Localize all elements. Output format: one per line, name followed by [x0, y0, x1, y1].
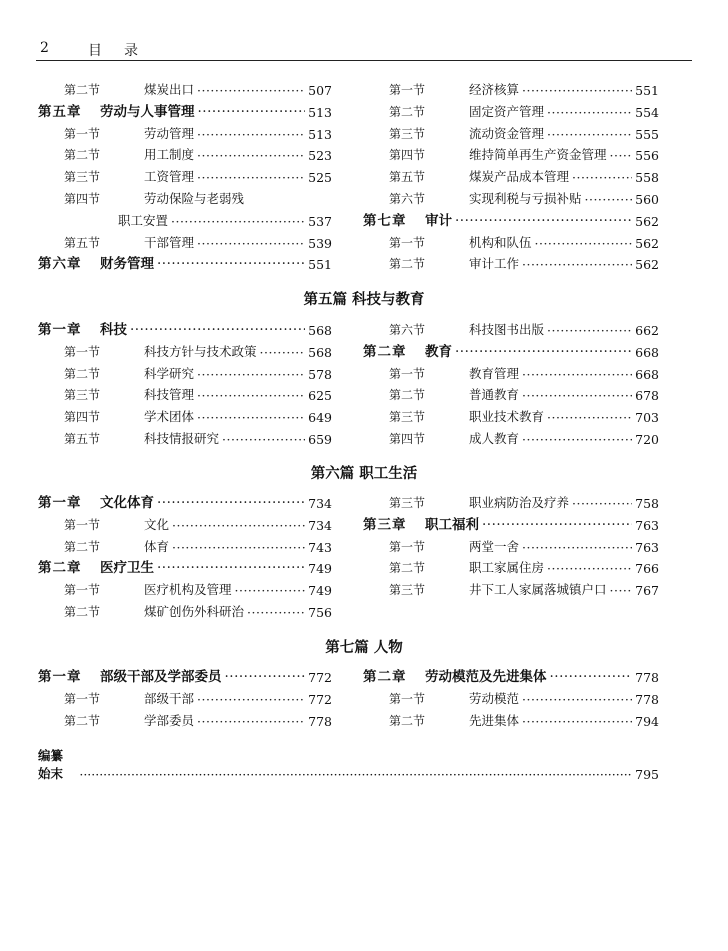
toc-entry-title: 医疗机构及管理	[144, 582, 232, 598]
toc-entry-title: 部级干部及学部委员	[100, 669, 222, 685]
toc-entry-title: 编纂始末	[38, 748, 64, 781]
toc-entry-title: 文化体育	[100, 495, 154, 511]
toc-section-entry[interactable]	[38, 405, 332, 425]
leader-dots	[172, 518, 305, 533]
toc-section-entry[interactable]	[363, 143, 659, 163]
leader-dots	[225, 669, 306, 685]
toc-entry-page: 767	[635, 583, 659, 599]
toc-section-entry[interactable]	[363, 405, 659, 425]
toc-entry-title: 教育	[425, 343, 452, 360]
toc-section-entry[interactable]	[38, 78, 332, 98]
toc-section-entry[interactable]	[38, 578, 332, 598]
toc-chapter-entry[interactable]	[363, 209, 659, 229]
toc-entry-title: 财务管理	[100, 256, 154, 273]
toc-entry-label: 第一节	[389, 235, 426, 250]
toc-section-entry[interactable]	[38, 165, 332, 185]
toc-entry-title: 职工安置	[118, 212, 169, 228]
toc-entry-page: 562	[635, 213, 659, 229]
toc-entry-page: 778	[635, 670, 659, 685]
toc-entry-title: 学部委员	[144, 712, 195, 728]
toc-entry-title: 科技	[100, 322, 127, 338]
toc-entry-page: 703	[635, 410, 659, 426]
toc-section-entry[interactable]	[363, 78, 659, 98]
toc-entry-label: 第二节	[64, 539, 101, 554]
toc-entry-label: 第一节	[64, 583, 101, 598]
leader-dots	[197, 236, 305, 251]
toc-section-entry[interactable]	[363, 709, 659, 729]
leader-dots	[572, 170, 632, 185]
leader-dots	[157, 495, 305, 511]
toc-entry-page: 554	[635, 104, 659, 120]
toc-entry-label: 第二章	[363, 669, 407, 685]
toc-entry-page: 556	[635, 148, 659, 164]
leader-dots	[197, 714, 305, 729]
toc-entry-page: 525	[308, 170, 332, 186]
toc-chapter-entry[interactable]	[363, 340, 659, 360]
leader-dots	[455, 213, 632, 229]
toc-entry-label: 第三节	[64, 388, 101, 403]
toc-entry-page: 507	[308, 83, 332, 98]
toc-entry-label: 第二节	[64, 605, 101, 619]
toc-entry-label: 第四节	[64, 410, 101, 425]
leader-dots	[157, 256, 305, 272]
toc-entry-label: 第二节	[64, 148, 101, 163]
toc-entry-title: 文化	[144, 516, 170, 532]
toc-entry-page: 772	[308, 670, 332, 685]
toc-entry-page: 659	[308, 432, 332, 447]
toc-entry-title: 流动资金管理	[469, 125, 545, 141]
toc-entry-label: 第一节	[64, 126, 101, 141]
toc-entry-label: 第二节	[389, 257, 426, 272]
toc-section-entry[interactable]	[38, 427, 332, 447]
toc-section-entry[interactable]	[38, 340, 332, 360]
leader-dots	[197, 148, 305, 163]
toc-entry-label: 第二章	[363, 343, 407, 360]
leader-dots	[197, 367, 305, 382]
toc-entry-page: 778	[635, 691, 659, 707]
toc-entry-title: 劳动管理	[144, 125, 195, 141]
leader-dots	[522, 714, 632, 729]
toc-entry-final[interactable]	[38, 748, 659, 782]
toc-chapter-entry[interactable]	[38, 318, 332, 338]
toc-entry-label: 第四节	[389, 432, 426, 446]
toc-entry-title: 煤炭产品成本管理	[469, 169, 570, 185]
toc-entry-page: 758	[635, 496, 659, 511]
leader-dots	[197, 83, 305, 98]
toc-entry-page: 537	[308, 213, 332, 229]
leader-dots	[197, 127, 305, 142]
toc-entry-page: 720	[635, 432, 659, 447]
leader-dots	[535, 236, 633, 251]
toc-chapter-entry[interactable]	[363, 513, 659, 533]
toc-entry-label: 第三章	[363, 516, 407, 533]
toc-entry-title: 煤炭出口	[144, 82, 195, 97]
toc-section-entry[interactable]	[38, 535, 332, 555]
leader-dots	[547, 561, 632, 576]
page-title: 目录	[88, 43, 160, 59]
toc-entry-label: 第一章	[38, 669, 82, 685]
toc-chapter-entry[interactable]	[363, 665, 659, 685]
leader-dots	[547, 323, 632, 338]
toc-entry-title: 固定资产管理	[469, 103, 545, 119]
leader-dots	[235, 583, 306, 598]
leader-dots	[522, 432, 632, 447]
toc-entry-page: 766	[635, 561, 659, 577]
page-header	[36, 40, 692, 60]
toc-entry-label: 第一节	[64, 517, 101, 532]
part7-heading: 第七篇 人物	[325, 639, 403, 656]
toc-entry-title: 煤矿创伤外科研治	[144, 604, 245, 619]
leader-dots	[198, 104, 306, 120]
toc-chapter-entry[interactable]	[38, 665, 332, 685]
toc-entry-label: 第一章	[38, 495, 82, 511]
toc-entry-page: 568	[308, 344, 332, 360]
toc-entry-label: 第三节	[389, 126, 426, 141]
leader-dots	[522, 388, 632, 403]
leader-dots	[522, 540, 632, 555]
toc-entry-label: 第二节	[389, 104, 426, 119]
leader-dots	[157, 560, 305, 576]
toc-entry-label: 第二节	[389, 388, 426, 403]
toc-entry-title: 劳动模范及先进集体	[425, 669, 547, 685]
toc-entry-page: 778	[308, 713, 332, 729]
toc-entry-title: 职业技术教育	[469, 409, 545, 425]
toc-entry-title: 学术团体	[144, 409, 195, 425]
toc-entry-label: 第一节	[389, 366, 426, 381]
leader-dots	[522, 83, 632, 98]
toc-entry-page: 734	[308, 517, 332, 533]
toc-entry-page: 523	[308, 148, 332, 164]
leader-dots	[610, 583, 633, 598]
toc-entry-label: 第二节	[389, 561, 426, 576]
toc-entry-page: 794	[635, 713, 659, 729]
toc-entry-page: 562	[635, 235, 659, 251]
toc-section-entry[interactable]	[363, 427, 659, 447]
toc-section-entry[interactable]	[363, 187, 659, 207]
toc-section-entry[interactable]	[363, 687, 659, 707]
toc-entry-label: 第六节	[389, 192, 426, 206]
toc-section-entry[interactable]	[363, 556, 659, 576]
toc-entry-title: 先进集体	[469, 712, 520, 728]
toc-entry-page: 551	[308, 257, 332, 273]
toc-entry-page: 625	[308, 388, 332, 404]
toc-entry-label: 第三节	[389, 583, 426, 598]
part6-heading: 第六篇 职工生活	[310, 465, 418, 482]
toc-entry-page: 749	[308, 561, 332, 577]
toc-entry-title: 普通教育	[469, 387, 520, 403]
toc-entry-title: 科技图书出版	[469, 322, 545, 337]
toc-section-entry[interactable]	[363, 252, 659, 272]
toc-entry-title: 职业病防治及疗养	[469, 495, 570, 510]
toc-entry-title: 干部管理	[144, 234, 195, 250]
toc-entry-page: 795	[635, 767, 659, 782]
header-rule	[36, 60, 692, 61]
toc-entry-title: 劳动与人事管理	[100, 103, 195, 120]
leader-dots	[455, 344, 632, 360]
toc-section-entry[interactable]	[38, 209, 332, 229]
toc-section-entry[interactable]	[363, 231, 659, 251]
toc-entry-title: 审计工作	[469, 256, 520, 272]
toc-entry-page: 734	[308, 496, 332, 511]
leader-dots	[222, 432, 305, 447]
toc-entry-page: 668	[635, 366, 659, 382]
toc-entry-page: 772	[308, 691, 332, 707]
leader-dots	[197, 388, 305, 403]
leader-dots	[260, 345, 306, 360]
toc-entry-page: 562	[635, 257, 659, 273]
toc-entry-page: 749	[308, 583, 332, 599]
toc-entry-label: 第三节	[389, 496, 426, 510]
toc-entry-page: 649	[308, 410, 332, 426]
toc-section-entry[interactable]	[363, 100, 659, 120]
toc-chapter-entry[interactable]	[38, 252, 332, 272]
toc-entry-label: 第二节	[64, 366, 101, 381]
toc-section-entry[interactable]	[363, 535, 659, 555]
toc-section-entry[interactable]	[363, 578, 659, 598]
toc-section-entry[interactable]	[38, 362, 332, 382]
toc-section-entry[interactable]	[363, 362, 659, 382]
toc-entry-label: 第五节	[64, 432, 101, 446]
toc-entry-page: 756	[308, 605, 332, 620]
toc-entry-page: 558	[635, 170, 659, 186]
toc-entry-label: 第一节	[64, 344, 101, 359]
leader-dots	[247, 605, 305, 620]
toc-section-entry[interactable]	[38, 383, 332, 403]
toc-entry-title: 工资管理	[144, 169, 195, 185]
toc-section-entry[interactable]	[38, 600, 332, 620]
toc-entry-label: 第四节	[64, 192, 101, 206]
toc-entry-label: 第三节	[389, 410, 426, 425]
toc-entry-page: 678	[635, 388, 659, 404]
toc-entry-page: 560	[635, 192, 659, 207]
toc-entry-title: 职工福利	[425, 516, 479, 533]
toc-entry-label: 第二节	[64, 83, 101, 97]
toc-section-entry[interactable]	[38, 687, 332, 707]
toc-entry-title: 科技情报研究	[144, 431, 220, 446]
leader-dots	[547, 127, 632, 142]
toc-entry-title: 审计	[425, 212, 452, 229]
toc-entry-title: 成人教育	[469, 431, 520, 446]
toc-entry-title: 实现利税与亏损补贴	[469, 191, 582, 206]
toc-entry-label: 第五节	[389, 170, 426, 185]
toc-entry-page: 513	[308, 126, 332, 142]
toc-entry-title: 科技方针与技术政策	[144, 343, 257, 359]
toc-entry-label: 第六章	[38, 256, 82, 273]
toc-entry-title: 劳动模范	[469, 690, 520, 706]
toc-section-entry[interactable]	[363, 383, 659, 403]
leader-dots	[171, 214, 305, 229]
toc-entry-title: 教育管理	[469, 365, 520, 381]
toc-section-entry[interactable]	[363, 318, 659, 338]
toc-section-entry[interactable]	[363, 491, 659, 511]
toc-section-entry[interactable]	[38, 122, 332, 142]
leader-dots	[482, 517, 632, 533]
toc-entry-label: 第四节	[389, 148, 426, 163]
toc-entry-label: 第五节	[64, 235, 101, 250]
toc-entry-title: 经济核算	[469, 82, 520, 97]
toc-entry-label: 第二章	[38, 560, 82, 577]
toc-entry-page: 662	[635, 323, 659, 338]
toc-entry-label: 第五章	[38, 103, 82, 120]
toc-entry-title: 科学研究	[144, 365, 195, 381]
toc-entry-title: 部级干部	[144, 690, 195, 706]
toc-entry-page: 668	[635, 344, 659, 360]
toc-entry-label: 第二节	[389, 713, 426, 728]
toc-entry-label: 第一章	[38, 322, 82, 338]
leader-dots	[547, 410, 632, 425]
leader-dots	[197, 410, 305, 425]
toc-chapter-entry[interactable]	[38, 100, 332, 120]
toc-entry-page: 551	[635, 83, 659, 98]
toc-entry-title: 职工家属住房	[469, 560, 545, 576]
toc-entry-page: 555	[635, 126, 659, 142]
toc-entry-title: 劳动保险与老弱残	[144, 191, 245, 206]
page-number: 2	[40, 40, 49, 56]
toc-entry-label: 第一节	[64, 691, 101, 706]
toc-entry-label: 第一节	[389, 539, 426, 554]
leader-dots	[522, 257, 632, 272]
toc-section-entry[interactable]	[38, 709, 332, 729]
leader-dots	[172, 540, 305, 555]
toc-entry-label: 第一节	[389, 691, 426, 706]
leader-dots	[130, 322, 305, 338]
part5-heading: 第五篇 科技与教育	[303, 291, 425, 308]
toc-section-entry[interactable]	[38, 143, 332, 163]
toc-entry-title: 医疗卫生	[100, 560, 154, 577]
toc-entry-page: 513	[308, 104, 332, 120]
toc-entry-title: 科技管理	[144, 387, 195, 403]
toc-entry-title: 机构和队伍	[469, 234, 532, 250]
leader-dots	[572, 496, 632, 511]
toc-entry-page: 743	[308, 539, 332, 555]
toc-entry-title: 井下工人家属落城镇户口	[469, 582, 607, 598]
leader-dots	[522, 367, 632, 382]
toc-section-entry[interactable]	[38, 513, 332, 533]
leader-dots	[585, 192, 633, 207]
toc-entry-page: 568	[308, 323, 332, 338]
leader-dots	[550, 669, 633, 685]
leader-dots	[79, 767, 631, 782]
toc-entry-page: 539	[308, 235, 332, 251]
toc-entry-title: 两堂一舍	[469, 538, 520, 554]
toc-entry-label: 第七章	[363, 212, 407, 229]
toc-entry-page: 578	[308, 366, 332, 382]
toc-entry-title: 用工制度	[144, 147, 195, 163]
leader-dots	[522, 692, 632, 707]
toc-entry-label: 第六节	[389, 323, 426, 337]
leader-dots	[610, 148, 633, 163]
toc-section-entry[interactable]	[363, 122, 659, 142]
toc-section-entry[interactable]	[38, 231, 332, 251]
toc-entry-page: 763	[635, 539, 659, 555]
toc-chapter-entry[interactable]	[38, 491, 332, 511]
toc-entry-title: 体育	[144, 538, 170, 554]
toc-entry-page: 763	[635, 517, 659, 533]
toc-section-entry[interactable]	[363, 165, 659, 185]
leader-dots	[547, 105, 632, 120]
toc-entry-label: 第三节	[64, 170, 101, 185]
leader-dots	[197, 170, 305, 185]
toc-entry-label: 第一节	[389, 83, 426, 97]
toc-section-entry[interactable]	[38, 187, 332, 207]
toc-entry-label: 第二节	[64, 713, 101, 728]
leader-dots	[197, 692, 305, 707]
toc-entry-title: 维持简单再生产资金管理	[469, 147, 607, 163]
toc-chapter-entry[interactable]	[38, 556, 332, 576]
